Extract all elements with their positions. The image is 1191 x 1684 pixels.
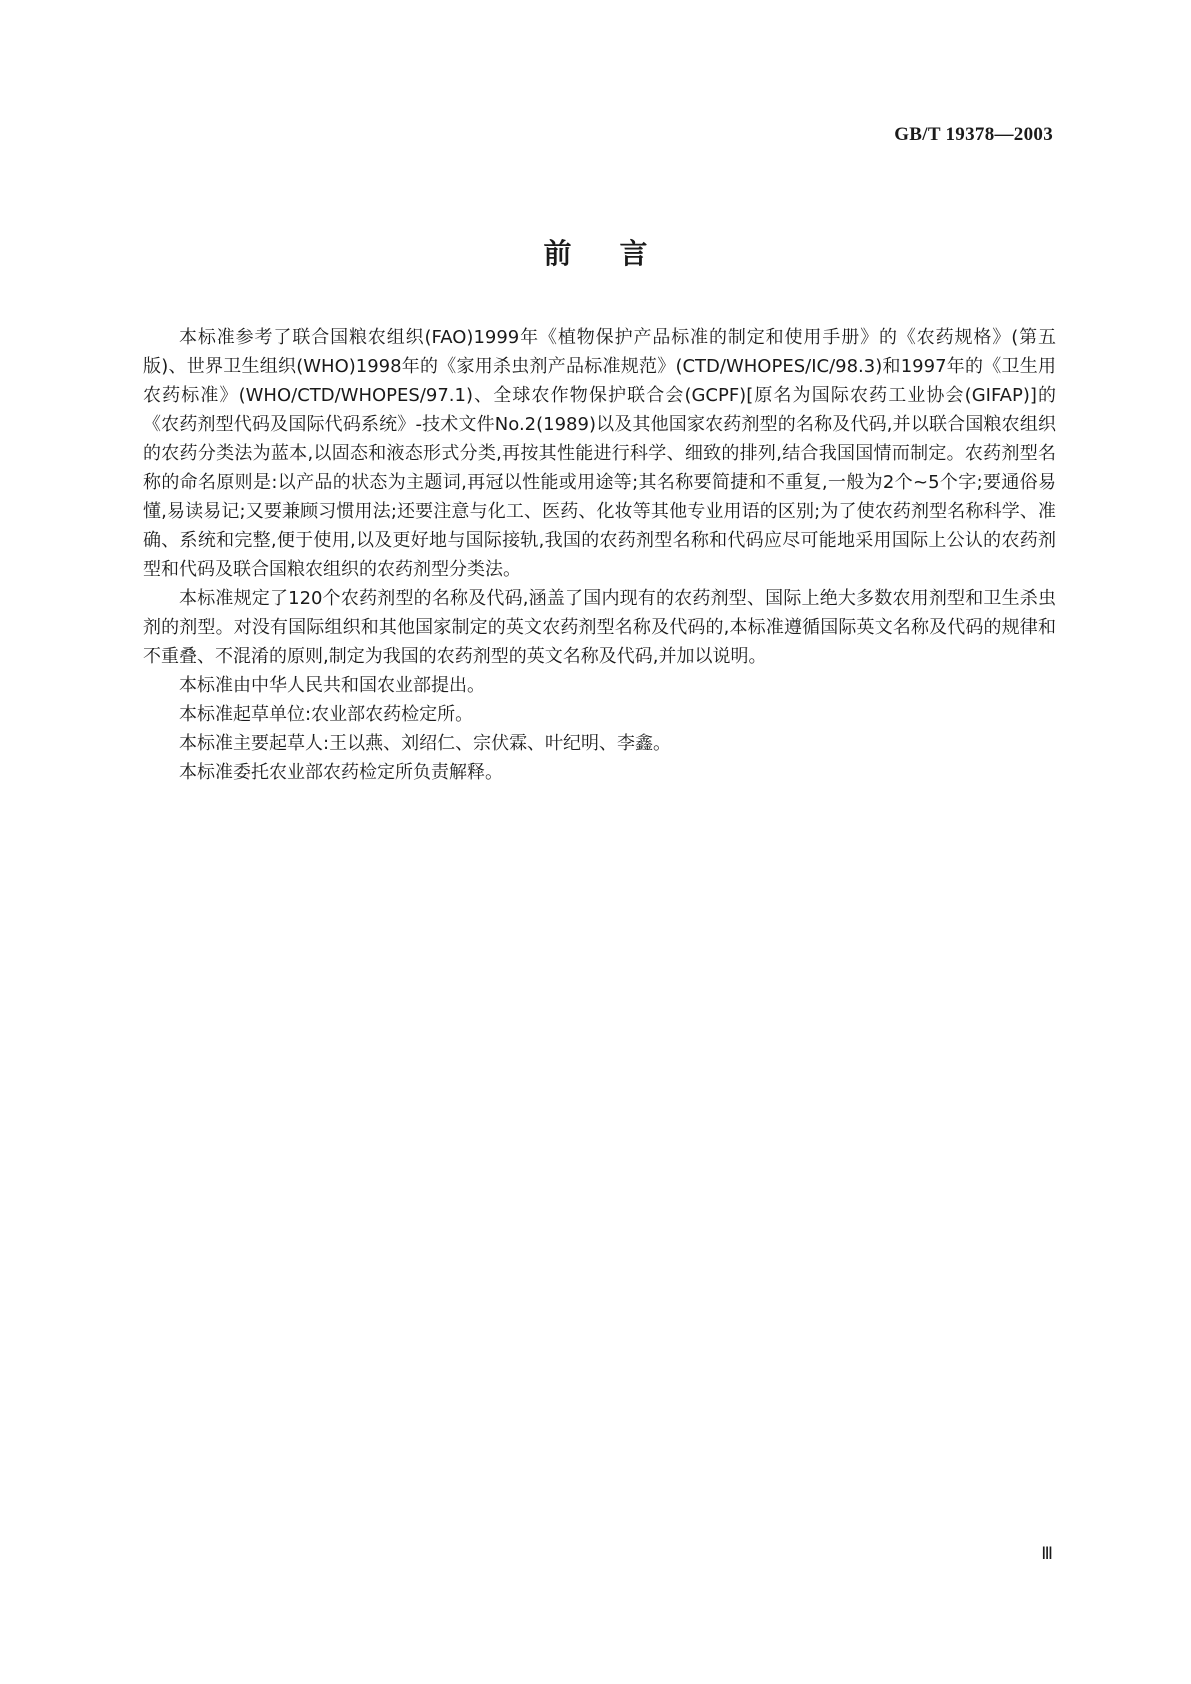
paragraph-interpretation: 本标准委托农业部农药检定所负责解释。 [179,762,503,783]
paragraph-drafting-unit: 本标准起草单位:农业部农药检定所。 [179,704,474,725]
page-number: Ⅲ [1041,1544,1053,1563]
paragraph-proposer: 本标准由中华人民共和国农业部提出。 [179,675,485,696]
page-title: 前言 [543,237,696,270]
foreword-body [143,323,1056,787]
paragraph-drafters: 本标准主要起草人:王以燕、刘绍仁、宗伏霖、叶纪明、李鑫。 [179,733,672,754]
paragraph-references: 本标准参考了联合国粮农组织(FAO)1999年《植物保护产品标准的制定和使用手册》的《农药规格》(第五版)、世界卫生组织(WHO)1998年的《家用杀虫剂产品标准规范》(CTD/WHOPES/IC/98.3)和1997年的《卫生用农药标准》(WHO/CTD/WHOPES/97.1)、全球农作物保护联合会(GCPF)[原名为国际农药工业协会(GIFAP)]的《农药剂型代码及国际代码系统》-技术文件No.2(1989)以及其他国家农药剂型的名称及代码,并以联合国粮农组织的农药分类法为蓝本,以固态和液态形式分类,再按其性能进行科学、细致的排列,结合我国国情而制定。农药剂型名称的命名原则是:以产品的状态为主题词,再冠以性能或用途等;其名称要简捷和不重复,一般为2个~5个字;要通俗易懂,易读易记;又要兼顾习惯用法;还要注意与化工、医药、化妆等其他专业用语的区别;为了使农药剂型名称科学、准确、系统和完整,便于使用,以及更好地与国际接轨,我国的农药剂型名称和代码应尽可能地采用国际上公认的农药剂型和代码及联合国粮农组织的农药剂型分类法。 [143,327,1056,580]
standard-code: GB/T 19378—2003 [894,124,1053,145]
paragraph-scope: 本标准规定了120个农药剂型的名称及代码,涵盖了国内现有的农药剂型、国际上绝大多数农用剂型和卫生杀虫剂的剂型。对没有国际组织和其他国家制定的英文农药剂型名称及代码的,本标准遵循国际英文名称及代码的规律和不重叠、不混淆的原则,制定为我国的农药剂型的英文名称及代码,并加以说明。 [143,588,1056,667]
